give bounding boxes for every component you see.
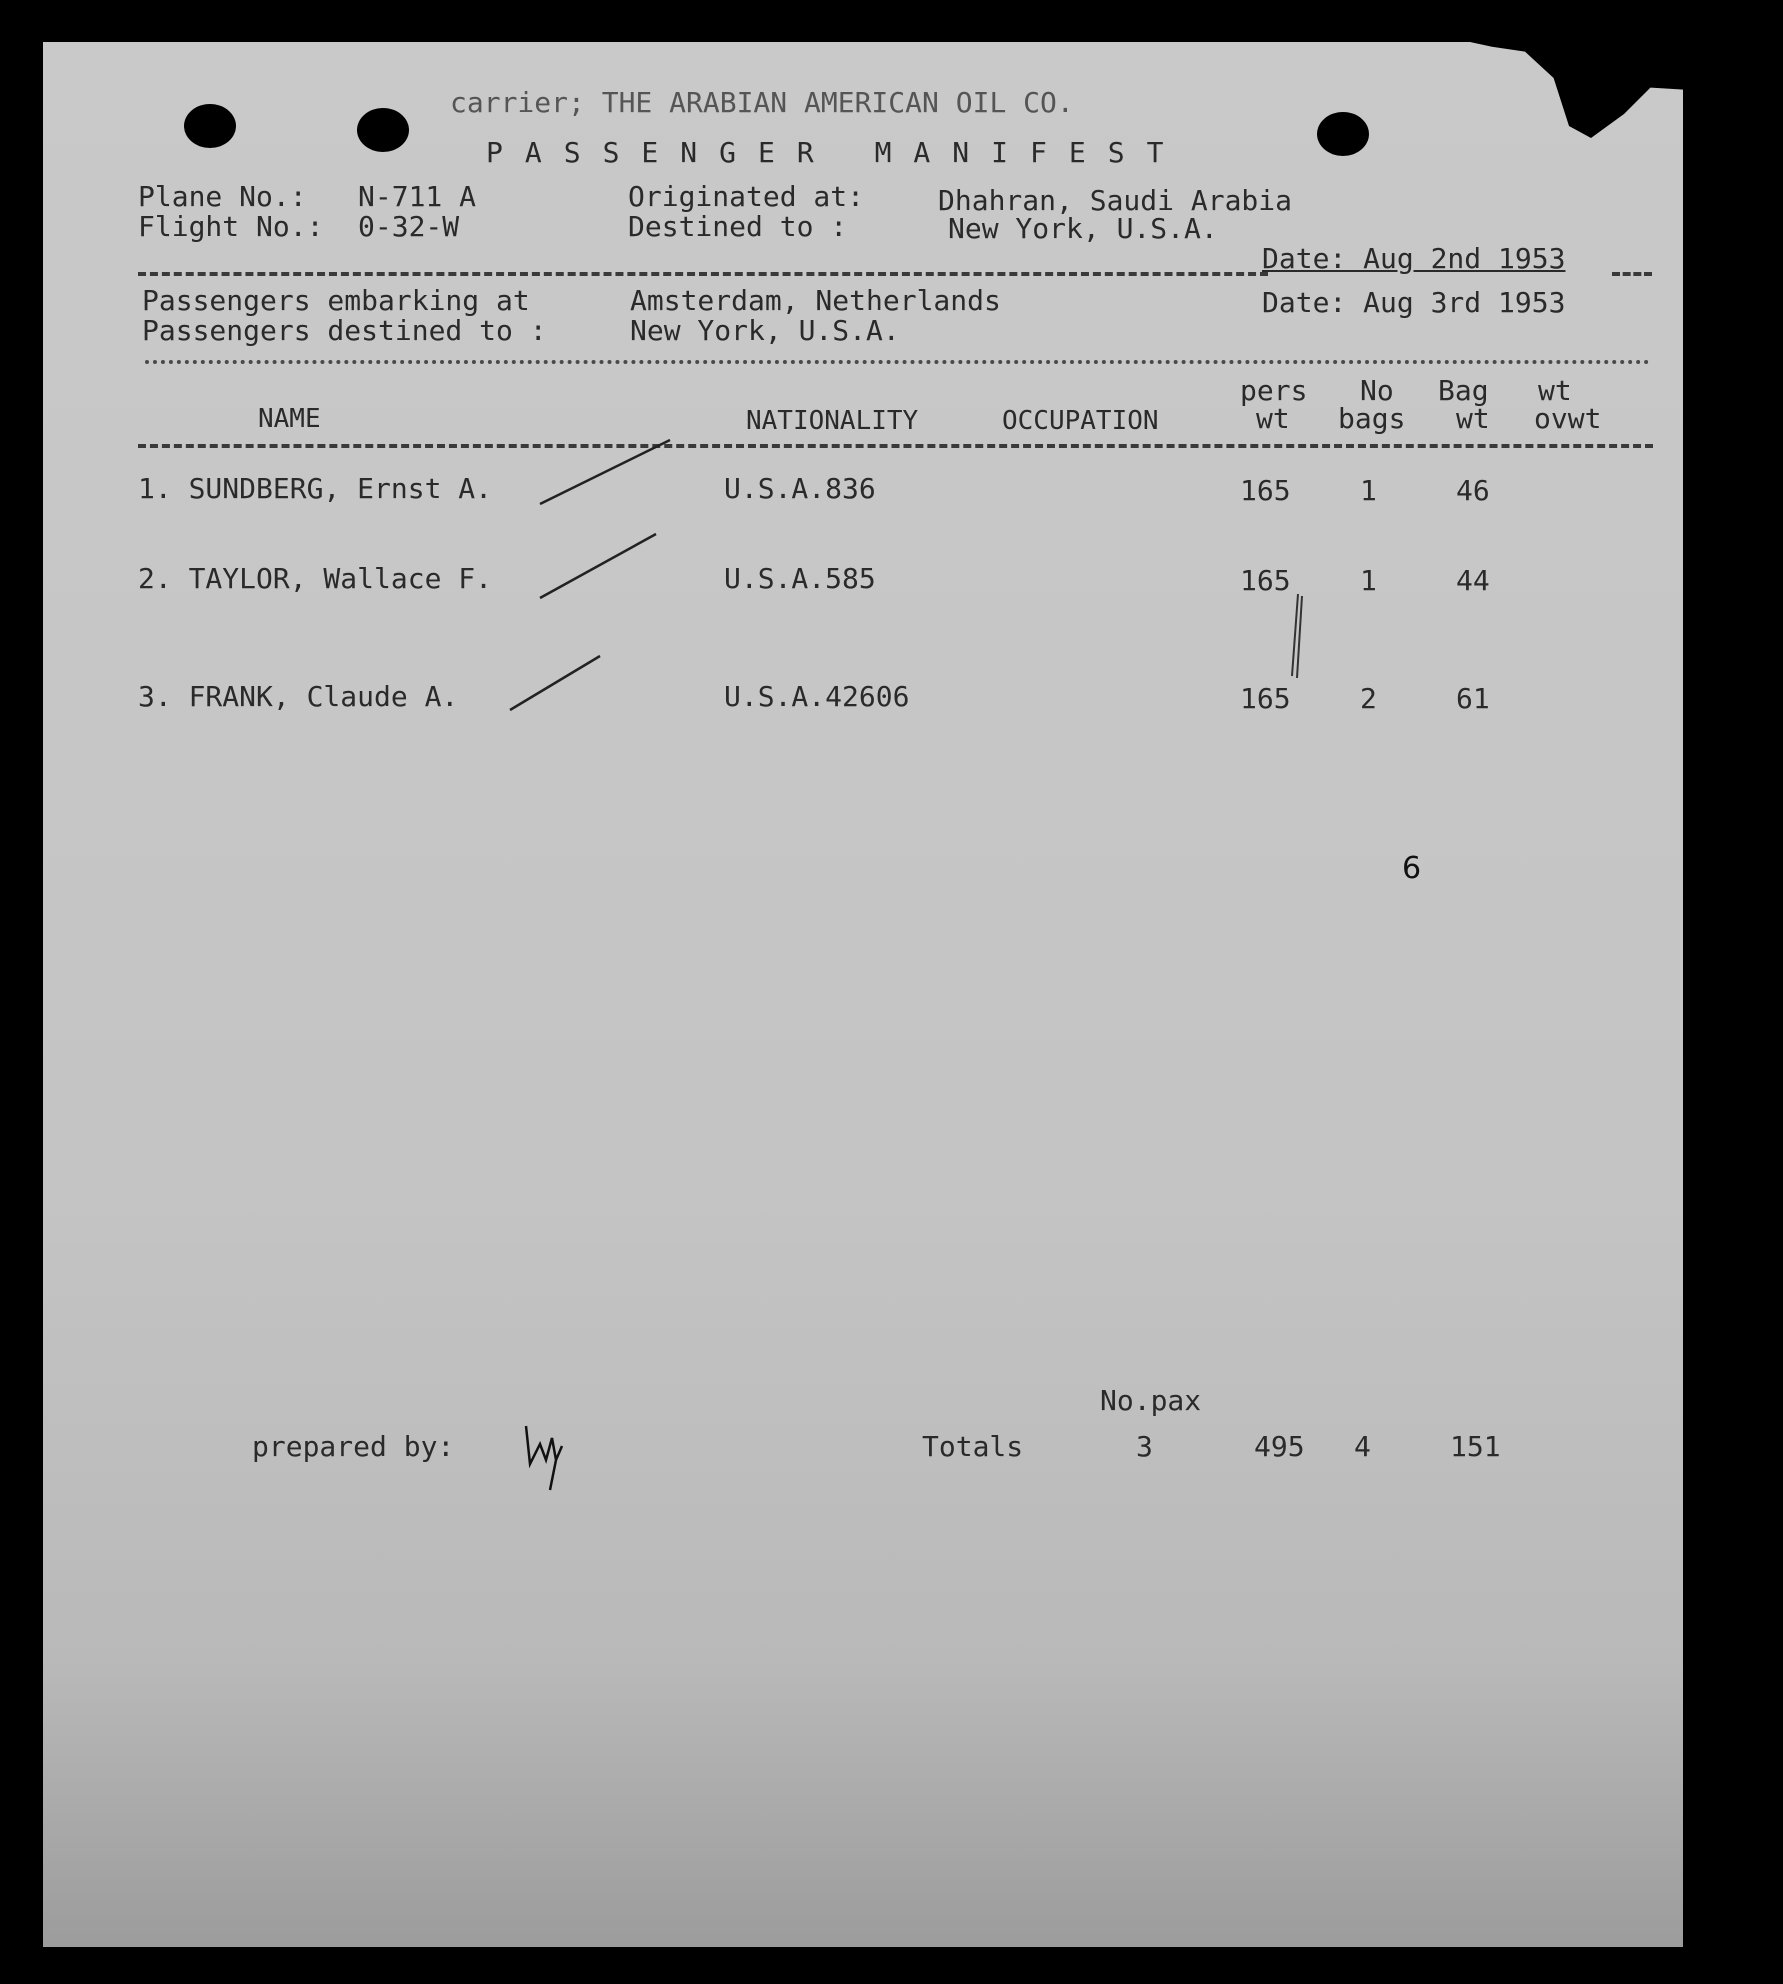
row-name: 2. TAYLOR, Wallace F. xyxy=(138,562,493,595)
row-nationality: U.S.A.42606 xyxy=(724,680,910,713)
row-no-bags: 1 xyxy=(1360,474,1377,507)
plane-no: N-711 A xyxy=(358,180,477,213)
manifest-title: PASSENGER MANIFEST xyxy=(486,136,1186,169)
col-nationality: NATIONALITY xyxy=(746,406,919,436)
row-pers-wt: 165 xyxy=(1240,682,1291,715)
totals-pax: 3 xyxy=(1136,1430,1153,1463)
col-occupation: OCCUPATION xyxy=(1002,406,1159,436)
signature-initials xyxy=(520,1420,580,1495)
col-ovwt-2: ovwt xyxy=(1534,402,1602,435)
row-nationality: U.S.A.585 xyxy=(724,562,876,595)
row-no-bags: 2 xyxy=(1360,682,1377,715)
embark-label: Passengers embarking at xyxy=(142,284,530,317)
no-pax-label: No.pax xyxy=(1100,1384,1202,1417)
col-bag-wt-2: wt xyxy=(1456,402,1490,435)
originated-value: Dhahran, Saudi Arabia xyxy=(938,184,1293,217)
row-bag-wt: 61 xyxy=(1456,682,1490,715)
destined-label: Destined to : xyxy=(628,210,848,243)
col-pers-wt-1: pers xyxy=(1240,374,1308,407)
totals-label: Totals xyxy=(922,1430,1024,1463)
punch-hole xyxy=(184,104,236,148)
col-ovwt-1: wt xyxy=(1538,374,1572,407)
col-no-bags-2: bags xyxy=(1338,402,1406,435)
col-pers-wt-2: wt xyxy=(1256,402,1290,435)
divider xyxy=(138,272,1268,276)
carrier-line: carrier; THE ARABIAN AMERICAN OIL CO. xyxy=(450,86,1074,119)
row-no-bags: 1 xyxy=(1360,564,1377,597)
divider xyxy=(138,444,1653,448)
plane-label: Plane No.: xyxy=(138,180,307,213)
check-mark-icon xyxy=(500,650,610,720)
punch-hole xyxy=(357,108,409,152)
originated-label: Originated at: xyxy=(628,180,865,213)
flight-no: 0-32-W xyxy=(358,210,460,243)
date-arrival: Date: Aug 3rd 1953 xyxy=(1262,286,1566,319)
col-name: NAME xyxy=(258,404,321,434)
totals-bags: 4 xyxy=(1354,1430,1371,1463)
totals-bag-wt: 151 xyxy=(1450,1430,1501,1463)
date-departure: Date: Aug 2nd 1953 xyxy=(1262,242,1566,275)
check-mark-icon xyxy=(530,528,680,608)
punch-hole xyxy=(1317,112,1369,156)
dest-label: Passengers destined to : xyxy=(142,314,547,347)
row-bag-wt: 46 xyxy=(1456,474,1490,507)
prepared-by-label: prepared by: xyxy=(252,1430,455,1463)
row-name: 3. FRANK, Claude A. xyxy=(138,680,459,713)
col-no-bags-1: No xyxy=(1360,374,1394,407)
row-pers-wt: 165 xyxy=(1240,564,1291,597)
row-bag-wt: 44 xyxy=(1456,564,1490,597)
page-number-mark: 6 xyxy=(1402,851,1422,886)
totals-pers-wt: 495 xyxy=(1254,1430,1305,1463)
pencil-mark-icon xyxy=(1286,592,1306,682)
embark-value: Amsterdam, Netherlands xyxy=(630,284,1001,317)
row-name: 1. SUNDBERG, Ernst A. xyxy=(138,472,493,505)
row-nationality: U.S.A.836 xyxy=(724,472,876,505)
destined-value: New York, U.S.A. xyxy=(948,212,1218,245)
col-bag-wt-1: Bag xyxy=(1438,374,1489,407)
flight-label: Flight No.: xyxy=(138,210,324,243)
divider xyxy=(145,360,1650,364)
divider xyxy=(1612,272,1652,276)
row-pers-wt: 165 xyxy=(1240,474,1291,507)
check-mark-icon xyxy=(530,432,680,512)
dest-value: New York, U.S.A. xyxy=(630,314,900,347)
